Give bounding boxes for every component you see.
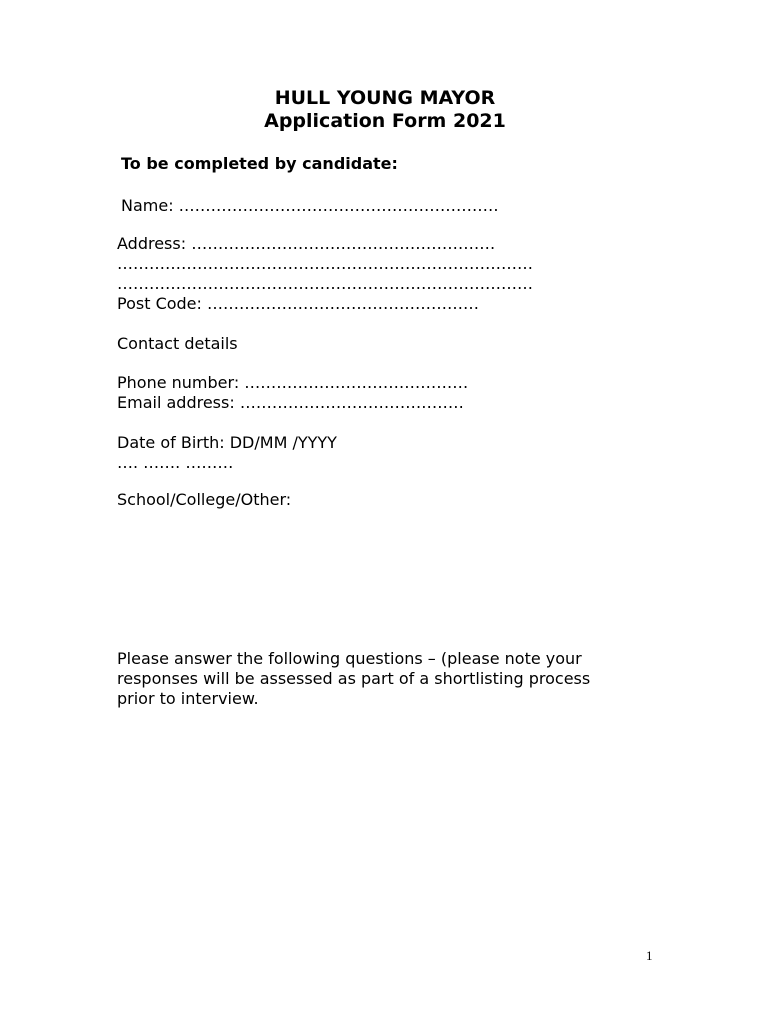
address-field-line-1[interactable]: Address: ………………………………………………… [117,234,496,253]
postcode-field[interactable]: Post Code: …………………………………………… [117,294,479,313]
form-title: HULL YOUNG MAYOR [274,87,496,109]
form-subtitle: Application Form 2021 [264,110,506,132]
instructions-line: Please answer the following questions – (please note your [117,649,582,668]
contact-details-heading: Contact details [117,334,238,353]
date-of-birth-label: Date of Birth: DD/MM /YYYY [117,433,337,452]
date-of-birth-field[interactable]: …. ……. ……… [117,453,234,472]
address-field-line-2[interactable]: …………………………………………………………………… [117,254,533,273]
instructions-paragraph [117,649,677,709]
instructions-line: responses will be assessed as part of a shortlisting process [117,669,591,688]
page-number: 1 [646,948,653,963]
email-address-field[interactable]: Email address: …………………………………… [117,393,464,412]
school-college-other-field[interactable]: School/College/Other: [117,490,292,509]
phone-number-field[interactable]: Phone number: …………………………………… [117,373,469,392]
instructions-line: prior to interview. [117,689,259,708]
name-field[interactable]: Name: …………………………………………………… [121,196,499,215]
address-field-line-3[interactable]: …………………………………………………………………… [117,274,533,293]
candidate-instruction-heading: To be completed by candidate: [121,154,398,173]
